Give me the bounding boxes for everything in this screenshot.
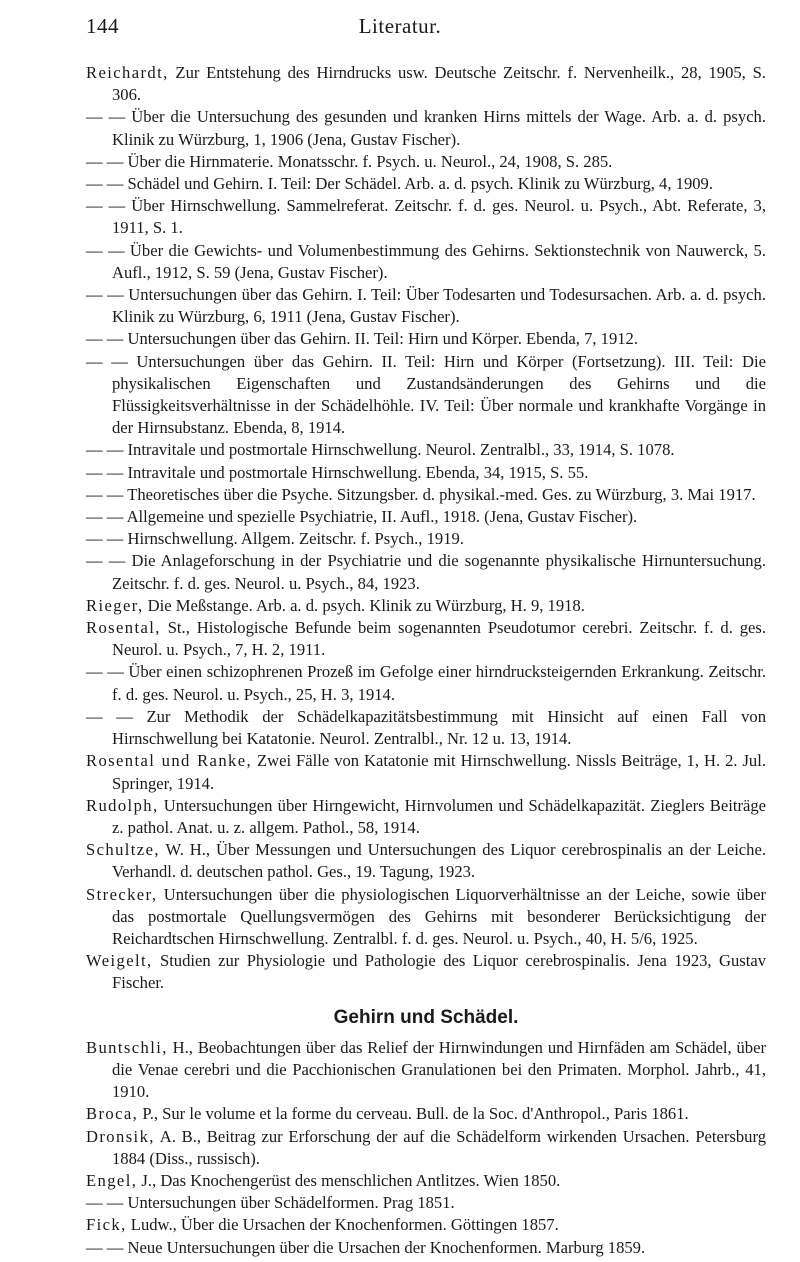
bibliography-entry xyxy=(86,884,766,951)
entry-author: Dronsik, xyxy=(86,1126,155,1146)
bibliography-entry xyxy=(86,1103,766,1125)
entry-author: — — xyxy=(86,329,124,349)
entry-text: H., Beobachtungen über das Relief der Hirnwindungen und Hirnfäden am Schädel, über die Venae cerebri und die Pacchionischen Granulationen bei den Primaten. Morphol. Jahrb., 41, 1910. xyxy=(112,1037,766,1102)
entry-text: Hirnschwellung. Allgem. Zeitschr. f. Psych., 1919. xyxy=(123,529,464,549)
bibliography xyxy=(86,62,766,1259)
bibliography-entry xyxy=(86,195,766,239)
entry-text: Studien zur Physiologie und Pathologie des Liquor cerebrospinalis. Jena 1923, Gustav Fischer. xyxy=(112,951,766,993)
entry-author: — — xyxy=(86,1193,124,1213)
entry-author: Rieger, xyxy=(86,595,144,615)
entry-author: Reichardt, xyxy=(86,63,169,82)
bibliography-entry xyxy=(86,839,766,883)
bibliography-entry xyxy=(86,706,766,750)
entry-text: W. H., Über Messungen und Untersuchungen des Liquor cerebrospinalis an der Leiche. Verhandl. d. deutschen pathol. Ges., 19. Tagung, 1923. xyxy=(112,840,766,882)
bibliography-entry xyxy=(86,328,766,350)
bibliography-entry xyxy=(86,284,766,328)
entry-author: — — xyxy=(86,484,124,504)
bibliography-entry xyxy=(86,173,766,195)
entry-author: — — xyxy=(86,462,124,482)
entry-author: — — xyxy=(86,151,124,171)
entry-author: — — xyxy=(86,240,125,260)
entry-text: Zwei Fälle von Katatonie mit Hirnschwellung. Nissls Beiträge, 1, H. 2. Jul. Springer, 1914. xyxy=(112,751,766,793)
bibliography-entry xyxy=(86,617,766,661)
bibliography-entry xyxy=(86,1214,766,1236)
page-number: 144 xyxy=(86,14,119,38)
entry-text: Die Meßstange. Arb. a. d. psych. Klinik zu Würzburg, H. 9, 1918. xyxy=(143,595,585,615)
entry-text: Über die Untersuchung des gesunden und kranken Hirns mittels der Wage. Arb. a. d. psych. Klinik zu Würzburg, 1, 1906 (Jena, Gustav Fischer). xyxy=(112,107,766,149)
entry-author: — — xyxy=(86,174,124,194)
bibliography-entry xyxy=(86,661,766,705)
entry-text: Allgemeine und spezielle Psychiatrie, II. Aufl., 1918. (Jena, Gustav Fischer). xyxy=(123,507,638,527)
entry-text: Intravitale und postmortale Hirnschwellung. Ebenda, 34, 1915, S. 55. xyxy=(123,462,589,482)
entry-text: Über Hirnschwellung. Sammelreferat. Zeitschr. f. d. ges. Neurol. u. Psych., Abt. Referate, 3, 1911, S. 1. xyxy=(112,196,766,238)
entry-author: — — xyxy=(86,285,124,305)
entry-text: Über die Hirnmaterie. Monatsschr. f. Psych. u. Neurol., 24, 1908, S. 285. xyxy=(123,151,613,171)
running-title: Literatur. xyxy=(358,14,442,38)
entry-text: Zur Entstehung des Hirndrucks usw. Deutsche Zeitschr. f. Nervenheilk., 28, 1905, S. 306. xyxy=(112,63,766,105)
bibliography-entry xyxy=(86,1237,766,1259)
entry-text: J., Das Knochengerüst des menschlichen Antlitzes. Wien 1850. xyxy=(137,1170,561,1190)
bibliography-entry xyxy=(86,528,766,550)
entry-text: Untersuchungen über das Gehirn. II. Teil: Hirn und Körper. Ebenda, 7, 1912. xyxy=(123,329,639,349)
bibliography-entry xyxy=(86,1170,766,1192)
entry-text: Theoretisches über die Psyche. Sitzungsber. d. physikal.-med. Ges. zu Würzburg, 3. Mai 1917. xyxy=(123,484,756,504)
entry-author: — — xyxy=(86,507,124,527)
bibliography-entry xyxy=(86,795,766,839)
bibliography-entry xyxy=(86,1037,766,1104)
entry-text: Intravitale und postmortale Hirnschwellung. Neurol. Zentralbl., 33, 1914, S. 1078. xyxy=(123,440,675,460)
entry-text: P., Sur le volume et la forme du cerveau. Bull. de la Soc. d'Anthropol., Paris 1861. xyxy=(138,1104,689,1124)
entry-text: Ludw., Über die Ursachen der Knochenformen. Göttingen 1857. xyxy=(126,1215,559,1235)
entry-author: — — xyxy=(86,706,133,726)
entry-author: Broca, xyxy=(86,1104,139,1124)
entry-text: Untersuchungen über das Gehirn. II. Teil: Hirn und Körper (Fortsetzung). III. Teil: Die physikalischen Eigenschaften und Zustandsänderungen des Gehirns und die Flüssigkeitsverhältnisse in der Schädelhöhle. IV. Teil: Über normale und krankhafte Vorgänge in der Hirnsubstanz. Ebenda, 8, 1914. xyxy=(112,351,766,438)
entry-text: Untersuchungen über das Gehirn. I. Teil: Über Todesarten und Todesursachen. Arb. a. d. psych. Klinik zu Würzburg, 6, 1911 (Jena, Gustav Fischer). xyxy=(112,285,766,327)
entry-author: Rudolph, xyxy=(86,795,159,815)
entry-author: — — xyxy=(86,196,126,216)
entry-text: Untersuchungen über Schädelformen. Prag 1851. xyxy=(123,1193,455,1213)
entry-text: Neue Untersuchungen über die Ursachen der Knochenformen. Marburg 1859. xyxy=(123,1237,646,1257)
entry-author: Engel, xyxy=(86,1170,138,1190)
entry-author: Rosental, xyxy=(86,618,161,638)
section-heading: Gehirn und Schädel. xyxy=(333,1006,519,1028)
entry-author: — — xyxy=(86,551,126,571)
bibliography-entry xyxy=(86,462,766,484)
bibliography-section xyxy=(86,62,766,995)
entry-author: Strecker, xyxy=(86,884,158,904)
entry-text: Zur Methodik der Schädelkapazitätsbestimmung mit Hinsicht auf einen Fall von Hirnschwellung bei Katatonie. Neurol. Zentralbl., Nr. 12 u. 13, 1914. xyxy=(112,706,766,749)
entry-text: Über einen schizophrenen Prozeß im Gefolge einer hirndrucksteigernden Erkrankung. Zeitschr. f. d. ges. Neurol. u. Psych., 25, H. 3, 1914. xyxy=(112,662,766,704)
bibliography-entry xyxy=(86,106,766,150)
bibliography-entry xyxy=(86,595,766,617)
entry-author: Weigelt, xyxy=(86,951,153,971)
entry-text: Untersuchungen über Hirngewicht, Hirnvolumen und Schädelkapazität. Zieglers Beiträge z. pathol. Anat. u. z. allgem. Pathol., 58, 1914. xyxy=(112,795,766,837)
entry-author: Rosental und Ranke, xyxy=(86,751,253,771)
entry-author: — — xyxy=(86,1237,124,1257)
bibliography-entry xyxy=(86,240,766,284)
entry-text: A. B., Beitrag zur Erforschung der auf die Schädelform wirkenden Ursachen. Petersburg 1884 (Diss., russisch). xyxy=(112,1126,766,1168)
entry-author: Buntschli, xyxy=(86,1037,168,1057)
bibliography-entry xyxy=(86,62,766,106)
bibliography-entry xyxy=(86,550,766,594)
entry-author: Schultze, xyxy=(86,840,160,860)
bibliography-entry xyxy=(86,506,766,528)
entry-author: — — xyxy=(86,351,128,371)
bibliography-entry xyxy=(86,950,766,994)
entry-text: Schädel und Gehirn. I. Teil: Der Schädel. Arb. a. d. psych. Klinik zu Würzburg, 4, 1909. xyxy=(123,174,713,194)
bibliography-entry xyxy=(86,351,766,440)
bibliography-entry xyxy=(86,151,766,173)
entry-author: — — xyxy=(86,107,126,127)
entry-text: Die Anlageforschung in der Psychiatrie und die sogenannte physikalische Hirnuntersuchung. Zeitschr. f. d. ges. Neurol. u. Psych., 84, 1923. xyxy=(112,551,767,593)
bibliography-entry xyxy=(86,484,766,506)
entry-author: Fick, xyxy=(86,1215,127,1235)
entry-text: St., Histologische Befunde beim sogenannten Pseudotumor cerebri. Zeitschr. f. d. ges. Neurol. u. Psych., 7, H. 2, 1911. xyxy=(112,618,766,660)
entry-text: Über die Gewichts- und Volumenbestimmung des Gehirns. Sektionstechnik von Nauwerck, 5. Aufl., 1912, S. 59 (Jena, Gustav Fischer). xyxy=(112,240,766,282)
entry-text: Untersuchungen über die physiologischen Liquorverhältnisse an der Leiche, sowie über das postmortale Quellungsvermögen des Gehirns mit besonderer Berücksichtigung der Reichardtschen Hirnschwellung. Zentralbl. f. d. ges. Neurol. u. Psych., 40, H. 5/6, 1925. xyxy=(112,884,766,948)
bibliography-entry xyxy=(86,1192,766,1214)
entry-author: — — xyxy=(86,662,124,682)
bibliography-section xyxy=(86,1037,766,1259)
entry-author: — — xyxy=(86,529,124,549)
bibliography-entry xyxy=(86,439,766,461)
bibliography-entry xyxy=(86,1126,766,1170)
bibliography-entry xyxy=(86,750,766,794)
entry-author: — — xyxy=(86,440,124,460)
